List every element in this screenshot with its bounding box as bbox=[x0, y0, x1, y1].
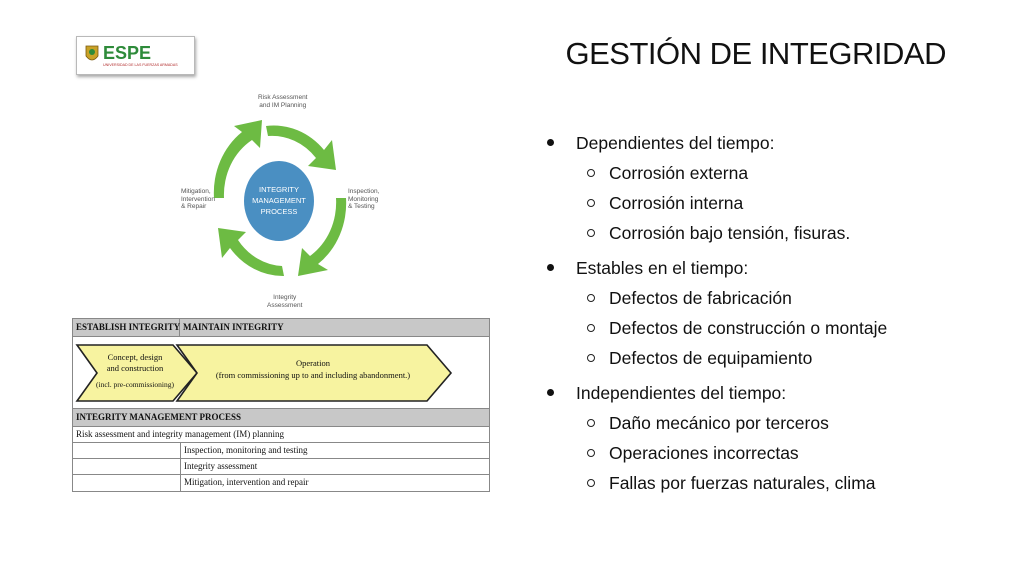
cycle-label-right-1: Inspection, bbox=[348, 188, 380, 195]
sub-bullet-text: Daño mecánico por terceros bbox=[609, 413, 829, 433]
bullet-item bbox=[547, 128, 887, 158]
cycle-label-right bbox=[348, 188, 379, 211]
arrow-operation-line-1: Operation bbox=[296, 358, 330, 368]
process-row-planning bbox=[73, 427, 489, 443]
cycle-label-bottom bbox=[267, 294, 302, 309]
cycle-label-top-1: Risk Assessment bbox=[258, 94, 308, 101]
sub-bullet-item bbox=[547, 313, 887, 343]
phase-arrows-row bbox=[73, 337, 489, 409]
sub-bullet-circle-icon bbox=[587, 449, 595, 457]
logo-brand: ESPE bbox=[103, 43, 152, 63]
cycle-label-left bbox=[181, 188, 215, 211]
bullet-text: Independientes del tiempo: bbox=[576, 383, 787, 403]
process-header-row bbox=[73, 409, 489, 427]
arrow-design-line-2: and construction bbox=[106, 363, 164, 373]
bullet-item bbox=[547, 253, 887, 283]
espe-logo bbox=[76, 36, 195, 75]
header-establish-integrity: ESTABLISH INTEGRITY bbox=[73, 319, 180, 336]
cycle-label-top-2: and IM Planning bbox=[259, 101, 307, 109]
sub-bullet-item bbox=[547, 408, 887, 438]
sub-bullet-item bbox=[547, 343, 887, 373]
process-row-label: Inspection, monitoring and testing bbox=[180, 443, 489, 458]
sub-bullet-circle-icon bbox=[587, 294, 595, 302]
bullet-text: Dependientes del tiempo: bbox=[576, 133, 775, 153]
sub-bullet-text: Corrosión bajo tensión, fisuras. bbox=[609, 223, 851, 243]
integrity-phases-table bbox=[72, 318, 490, 492]
cycle-label-bottom-1: Integrity bbox=[273, 294, 297, 301]
cycle-label-bottom-2: Assessment bbox=[267, 301, 303, 309]
process-row-label: Integrity assessment bbox=[180, 459, 489, 474]
sub-bullet-item bbox=[547, 438, 887, 468]
sub-bullet-text: Corrosión interna bbox=[609, 193, 744, 213]
logo-tagline: UNIVERSIDAD DE LAS FUERZAS ARMADAS bbox=[103, 63, 178, 67]
cycle-label-right-2: Monitoring bbox=[348, 195, 379, 203]
arrow-design-line-1: Concept, design bbox=[107, 352, 163, 362]
shield-icon bbox=[86, 46, 98, 60]
sub-bullet-item bbox=[547, 188, 887, 218]
cycle-center-line-3: PROCESS bbox=[260, 207, 298, 216]
process-row-label: Mitigation, intervention and repair bbox=[180, 475, 489, 491]
sub-bullet-text: Operaciones incorrectas bbox=[609, 443, 799, 463]
bullet-dot-icon bbox=[547, 389, 554, 396]
cycle-center-line-1: INTEGRITY bbox=[258, 185, 300, 194]
sub-bullet-circle-icon bbox=[587, 199, 595, 207]
sub-bullet-item bbox=[547, 468, 887, 498]
process-row-assessment bbox=[73, 459, 489, 475]
sub-bullet-item bbox=[547, 218, 887, 248]
bullet-dot-icon bbox=[547, 139, 554, 146]
bullet-list bbox=[547, 128, 887, 498]
sub-bullet-circle-icon bbox=[587, 419, 595, 427]
sub-bullet-text: Defectos de construcción o montaje bbox=[609, 318, 888, 338]
sub-bullet-circle-icon bbox=[587, 354, 595, 362]
cycle-label-top bbox=[258, 94, 308, 109]
cycle-label-left-2: Intervention bbox=[181, 195, 215, 203]
bullet-item bbox=[547, 378, 887, 408]
sub-bullet-circle-icon bbox=[587, 169, 595, 177]
cycle-label-left-3: & Repair bbox=[181, 203, 207, 210]
process-header: INTEGRITY MANAGEMENT PROCESS bbox=[76, 412, 242, 422]
arrow-operation-line-2: (from commissioning up to and including abandonment.) bbox=[215, 370, 411, 380]
cycle-label-left-1: Mitigation, bbox=[181, 188, 211, 195]
bullet-dot-icon bbox=[547, 264, 554, 271]
process-row-label: Risk assessment and integrity management (IM) planning bbox=[76, 429, 284, 439]
sub-bullet-item bbox=[547, 158, 887, 188]
process-row-mitigation bbox=[73, 475, 489, 491]
header-maintain-integrity: MAINTAIN INTEGRITY bbox=[183, 322, 284, 332]
bullet-text: Estables en el tiempo: bbox=[576, 258, 749, 278]
slide-title: GESTIÓN DE INTEGRIDAD bbox=[565, 36, 946, 71]
process-row-inspection bbox=[73, 443, 489, 459]
sub-bullet-text: Defectos de fabricación bbox=[609, 288, 792, 308]
sub-bullet-text: Defectos de equipamiento bbox=[609, 348, 813, 368]
cycle-center-line-2: MANAGEMENT bbox=[252, 196, 306, 205]
sub-bullet-circle-icon bbox=[587, 324, 595, 332]
sub-bullet-circle-icon bbox=[587, 479, 595, 487]
sub-bullet-circle-icon bbox=[587, 229, 595, 237]
arrow-design-line-3: (incl. pre-commissioning) bbox=[96, 380, 174, 389]
cycle-label-right-3: & Testing bbox=[348, 203, 375, 210]
sub-bullet-text: Corrosión externa bbox=[609, 163, 749, 183]
sub-bullet-item bbox=[547, 283, 887, 313]
sub-bullet-text: Fallas por fuerzas naturales, clima bbox=[609, 473, 876, 493]
phase-header-row bbox=[73, 319, 489, 337]
